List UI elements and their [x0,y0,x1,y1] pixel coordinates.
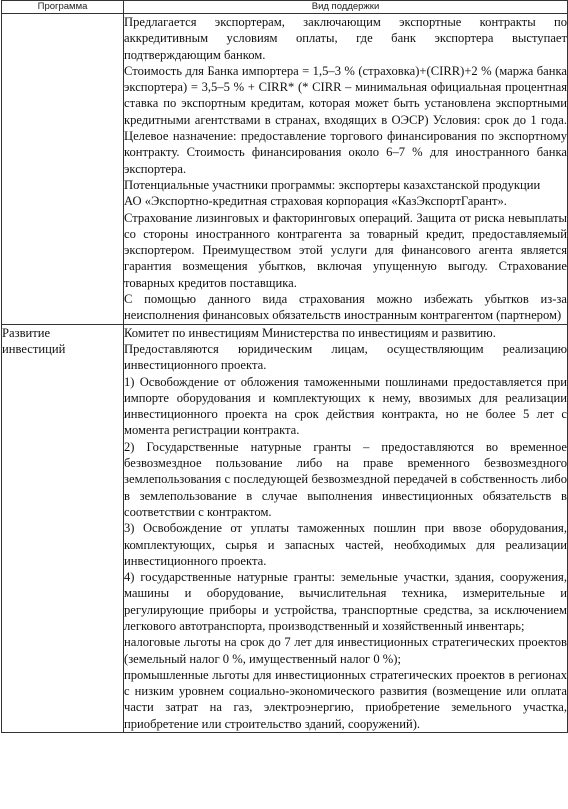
table-row-export-support [2,14,568,325]
support-paragraph: налоговые льготы на срок до 7 лет для инвестиционных стратегических проектов (земельный налог 0 %, имущественный налог 0 %); [124,635,567,666]
support-paragraph: 4) государственные натурные гранты: земельные участки, здания, сооружения, машины и оборудование, вычислительная техника, измерительные и регулирующие приборы и устройства, транспортные средства, за исключением легкового автотранспорта, производственный и хозяйственный инвентарь; [124,570,567,633]
support-paragraph: Предоставляются юридическим лицам, осуществляющим реализацию инвестиционного проекта. [124,341,567,373]
support-paragraph: Потенциальные участники программы: экспортеры казахстанской продукции [124,177,541,192]
support-paragraph: Стоимость для Банка импортера = 1,5–3 % (страховка)+(CIRR)+2 % (маржа банка экспортера) = 3,5–5 % + CIRR* (* CIRR – минимальная официальная процентная ставка по экспортным кредитам, которая может быть установлена экспортными кредитными агентствами в странах, входящих в ОЭСР) Условия: срок до 1 года. Целевое назначение: предоставление торгового финансирования по экспортному контракту. Стоимость финансирования около 6–7 % для иностранного банка экспортера. [124,63,567,176]
program-name-line-1: Развитие [2,325,51,340]
support-paragraph: 2) Государственные натурные гранты – предоставляются во временное безвозмездное пользование либо на праве временного безвозмездного землепользования с последующей безвозмездной передачей в собственность либо в землепользование в случае выполнения инвестиционных обязательств в соответствии с контрактом. [124,439,567,519]
support-paragraph: АО «Экспортно-кредитная страховая корпорация «КазЭкспортГарант». [124,194,507,209]
support-cell-export [124,14,568,325]
program-name-line-2: инвестиций [2,341,66,356]
support-programs-table [1,0,568,733]
support-paragraph: С помощью данного вида страхования можно избежать убытков из-за неисполнения финансовых обязательств иностранным контрагентом (партнером) [124,292,567,323]
support-cell-investment [124,324,568,732]
support-paragraph: Страхование лизинговых и факторинговых операций. Защита от риска невыплаты со стороны иностранного контрагента за товарный кредит, предоставляемый экспортером. Преимуществом этой услуги для финансового агента является гарантия возмещения убытков, включая упущенную выгоду. Страхование товарных кредитов поставщика. [124,210,567,290]
program-cell-empty [2,14,124,325]
support-paragraph: промышленные льготы для инвестиционных стратегических проектов в регионах с низким уровнем социально-экономического развития (возмещение или оплата части затрат на газ, электроэнергию, приобретение земельного участка, приобретение или строительство зданий, сооружений). [124,667,567,731]
program-cell-investment [2,324,124,732]
support-paragraph: Предлагается экспортерам, заключающим экспортные контракты по аккредитивным условиям оплаты, где банк экспортера выступает подтверждающим банком. [124,15,567,62]
support-paragraph: 3) Освобождение от уплаты таможенных пошлин при ввозе оборудования, комплектующих, сырья и запасных частей, необходимых для реализации инвестиционного проекта. [124,521,567,568]
table-header-row [2,1,568,14]
support-paragraph: 1) Освобождение от обложения таможенными пошлинами предоставляется при импорте оборудования и комплектующих к нему, ввозимых для реализации инвестиционного проекта на срок действия контракта, но не более 5 лет с момента регистрации контракта. [124,374,567,438]
table-row-investment-development [2,324,568,732]
support-paragraph: Комитет по инвестициям Министерства по инвестициям и развитию. [124,325,496,340]
column-header-program: Программа [2,1,124,14]
column-header-support-type: Вид поддержки [124,1,568,14]
